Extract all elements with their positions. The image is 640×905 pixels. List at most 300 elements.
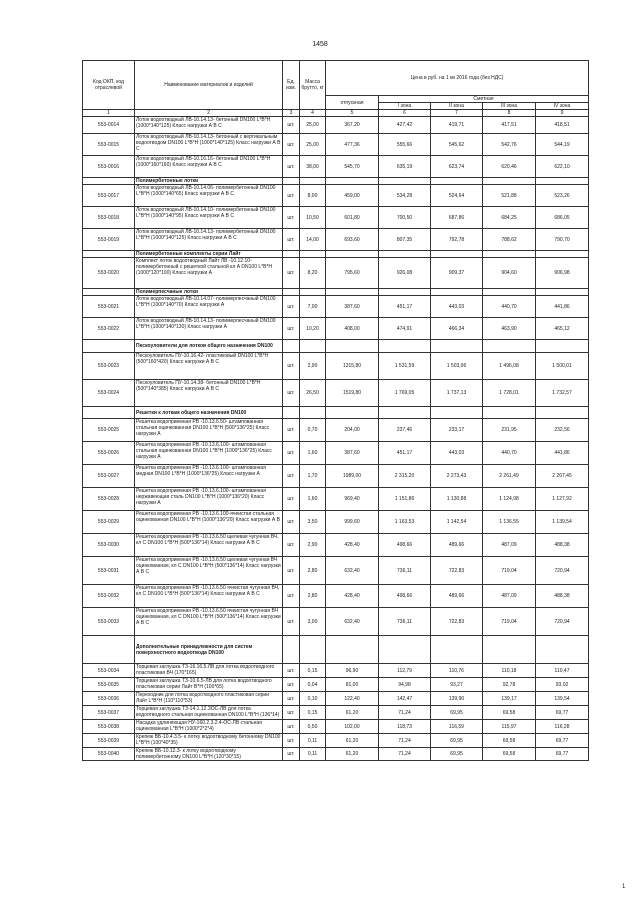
item-unit: шт. (283, 706, 300, 720)
item-price-zone-2: 69,95 (431, 706, 483, 720)
item-code: 553-0025 (83, 419, 135, 442)
header-unit: Ед. изм. (283, 61, 300, 110)
item-release-price: 795,60 (326, 258, 379, 289)
item-release-price: 693,60 (326, 229, 379, 251)
col-index: 6 (379, 110, 431, 117)
section-empty-cell (283, 407, 300, 419)
item-price-zone-2: 443,03 (431, 296, 483, 318)
item-mass: 3,50 (300, 511, 326, 534)
item-mass: 0,10 (300, 692, 326, 706)
section-empty-cell (483, 636, 536, 664)
col-index: 1 (83, 110, 135, 117)
item-price-zone-4: 720,94 (536, 608, 589, 636)
item-mass: 25,00 (300, 117, 326, 134)
item-price-zone-3: 2 261,49 (483, 465, 536, 488)
item-release-price: 102,00 (326, 720, 379, 734)
item-price-zone-1: 118,73 (379, 720, 431, 734)
item-mass: 26,50 (300, 380, 326, 407)
item-unit: шт. (283, 664, 300, 678)
section-code-cell (83, 636, 135, 664)
item-code: 553-0027 (83, 465, 135, 488)
item-name: Решетка водоприемная РВ -10.13.6.50 щелевая чугунная ВЧ, кл С DN100 L*B*H (500*136*14) Класс нагрузки А В С (135, 534, 283, 557)
item-mass: 0,70 (300, 419, 326, 442)
item-price-zone-1: 71,24 (379, 706, 431, 720)
item-price-zone-1: 2 315,20 (379, 465, 431, 488)
item-release-price: 632,40 (326, 608, 379, 636)
item-price-zone-2: 139,90 (431, 692, 483, 706)
item-price-zone-4: 686,05 (536, 207, 589, 229)
item-price-zone-4: 488,38 (536, 534, 589, 557)
item-unit: шт. (283, 720, 300, 734)
item-release-price: 387,60 (326, 296, 379, 318)
item-mass: 1,60 (300, 488, 326, 511)
item-mass: 2,80 (300, 557, 326, 585)
table-row (83, 511, 589, 534)
item-price-zone-3: 440,70 (483, 296, 536, 318)
item-price-zone-2: 69,95 (431, 734, 483, 748)
price-table (82, 60, 589, 761)
item-price-zone-1: 1 769,05 (379, 380, 431, 407)
item-price-zone-2: 443,03 (431, 442, 483, 465)
section-empty-cell (431, 340, 483, 353)
item-price-zone-2: 722,83 (431, 557, 483, 585)
item-price-zone-4: 523,26 (536, 185, 589, 207)
item-price-zone-3: 463,90 (483, 318, 536, 340)
header-price-group: Цена в руб. на 1 кв 2016 года (без НДС) (326, 61, 589, 96)
item-code: 553-0040 (83, 748, 135, 761)
section-title: Полимерпесчаные лотки (135, 289, 283, 296)
table-row (83, 465, 589, 488)
item-price-zone-4: 139,54 (536, 692, 589, 706)
col-index: 4 (300, 110, 326, 117)
item-price-zone-3: 521,88 (483, 185, 536, 207)
item-mass: 8,00 (300, 185, 326, 207)
section-empty-cell (536, 407, 589, 419)
col-index: 5 (326, 110, 379, 117)
item-price-zone-2: 1 142,54 (431, 511, 483, 534)
item-name: Комплект лоток водоотводный Лайт ЛВ -10.12.10- полимербетонный с решеткой стальной кл А DN100 L*B*H (1000*120*100) Класс нагрузки А (135, 258, 283, 289)
item-mass: 38,00 (300, 156, 326, 178)
item-unit: шт. (283, 488, 300, 511)
section-empty-cell (283, 636, 300, 664)
item-name: Решетка водоприемная РВ -10.13.6.100-ячеистая стальная оцинкованная DN100 L*B*H (1000*136*20) Класс нагрузки А В (135, 511, 283, 534)
item-price-zone-4: 441,86 (536, 296, 589, 318)
item-price-zone-4: 69,77 (536, 706, 589, 720)
header-zone-1: I зона (379, 103, 431, 110)
section-title: Решетки к лоткам общего назначения DN100 (135, 407, 283, 419)
item-price-zone-3: 115,97 (483, 720, 536, 734)
section-empty-cell (326, 178, 379, 185)
section-row (83, 407, 589, 419)
item-code: 553-0018 (83, 207, 135, 229)
col-index: 2 (135, 110, 283, 117)
table-row (83, 380, 589, 407)
item-price-zone-1: 94,98 (379, 678, 431, 692)
item-price-zone-4: 441,86 (536, 442, 589, 465)
item-release-price: 408,00 (326, 318, 379, 340)
item-price-zone-4: 465,12 (536, 318, 589, 340)
item-mass: 0,15 (300, 664, 326, 678)
item-unit: шт. (283, 692, 300, 706)
item-price-zone-2: 524,64 (431, 185, 483, 207)
section-empty-cell (483, 178, 536, 185)
item-price-zone-3: 110,18 (483, 664, 536, 678)
item-release-price: 61,20 (326, 706, 379, 720)
table-row (83, 258, 589, 289)
item-price-zone-3: 684,25 (483, 207, 536, 229)
table-row (83, 207, 589, 229)
item-price-zone-4: 418,51 (536, 117, 589, 134)
section-code-cell (83, 289, 135, 296)
section-empty-cell (283, 178, 300, 185)
item-price-zone-2: 69,95 (431, 748, 483, 761)
item-code: 553-0021 (83, 296, 135, 318)
section-empty-cell (379, 636, 431, 664)
item-price-zone-3: 620,46 (483, 156, 536, 178)
section-empty-cell (536, 178, 589, 185)
item-price-zone-3: 1 136,55 (483, 511, 536, 534)
item-name: Пескоуловитель ПУ-10.16.42- пластиковый DN100 L*B*H (500*160*420) Класс нагрузки А В С (135, 353, 283, 380)
item-mass: 0,11 (300, 748, 326, 761)
item-name: Торцевая заглушка ТЗ-16.16.5.ЛВ для лотка водоотводного пластиковая ВЧ (170*165) (135, 664, 283, 678)
header-mass: Масса брутто, кг (300, 61, 326, 110)
section-empty-cell (326, 251, 379, 258)
item-price-zone-1: 1 531,59 (379, 353, 431, 380)
item-unit: шт. (283, 207, 300, 229)
item-name: Торцевая заглушка ТЗ-10.6.5-ЛВ для лотка водоотводного пластиковая серии Лайт В*Н (100*65) (135, 678, 283, 692)
item-price-zone-3: 719,04 (483, 608, 536, 636)
item-price-zone-1: 635,19 (379, 156, 431, 178)
item-release-price: 61,20 (326, 748, 379, 761)
item-code: 553-0036 (83, 692, 135, 706)
item-release-price: 969,40 (326, 488, 379, 511)
item-price-zone-4: 2 267,45 (536, 465, 589, 488)
item-name: Крепеж ВБ-10.4.3.5- к лотку водоотводному бетонному DN100 L*B*H (100*40*35) (135, 734, 283, 748)
item-price-zone-1: 1 151,86 (379, 488, 431, 511)
table-row (83, 419, 589, 442)
item-unit: шт. (283, 419, 300, 442)
item-name: Переходник для лотка водоотводного пластиковая серии Лайт L*B*H (110*110*53) (135, 692, 283, 706)
section-empty-cell (431, 407, 483, 419)
item-price-zone-1: 71,24 (379, 734, 431, 748)
item-price-zone-3: 1 728,01 (483, 380, 536, 407)
price-table-sheet (82, 60, 588, 761)
item-price-zone-3: 440,70 (483, 442, 536, 465)
item-code: 553-0028 (83, 488, 135, 511)
item-price-zone-4: 232,56 (536, 419, 589, 442)
item-name: Лоток водоотводный ЛВ-10.14.13- полимербетонный DN100 L*B*H (1000*140*125) Класс нагрузки А В С (135, 229, 283, 251)
item-mass: 14,00 (300, 229, 326, 251)
item-release-price: 999,60 (326, 511, 379, 534)
item-mass: 7,00 (300, 296, 326, 318)
section-empty-cell (300, 407, 326, 419)
item-release-price: 428,40 (326, 534, 379, 557)
section-empty-cell (379, 251, 431, 258)
item-mass: 3,00 (300, 608, 326, 636)
item-mass: 0,50 (300, 720, 326, 734)
item-price-zone-3: 542,76 (483, 134, 536, 156)
item-price-zone-4: 116,28 (536, 720, 589, 734)
item-price-zone-1: 451,17 (379, 296, 431, 318)
item-price-zone-4: 1 500,01 (536, 353, 589, 380)
item-name: Решетка водоприемная РВ -10.13.6.100- штампованная стальная оцинкованная DN100 L*B*H (1000*136*25) Класс нагрузки А (135, 442, 283, 465)
section-row (83, 289, 589, 296)
section-empty-cell (326, 340, 379, 353)
item-price-zone-1: 498,66 (379, 534, 431, 557)
item-price-zone-2: 722,83 (431, 608, 483, 636)
item-price-zone-3: 1 124,98 (483, 488, 536, 511)
item-price-zone-1: 112,79 (379, 664, 431, 678)
item-price-zone-1: 555,66 (379, 134, 431, 156)
section-title: Полимербетонные комплекты серии Лайт (135, 251, 283, 258)
item-mass: 0,15 (300, 706, 326, 720)
header-release-price: отпускная (326, 96, 379, 110)
section-empty-cell (326, 636, 379, 664)
item-price-zone-3: 69,58 (483, 734, 536, 748)
item-name: Насадка удлиняющая НУ-160.2.3.2.4-ОС-ЛВ стальная оцинкованная L*B*H (1000*2*2*4) (135, 720, 283, 734)
item-code: 553-0020 (83, 258, 135, 289)
section-empty-cell (300, 178, 326, 185)
header-code: Код ОКП, код отраслевой (83, 61, 135, 110)
item-price-zone-4: 93,02 (536, 678, 589, 692)
item-code: 553-0024 (83, 380, 135, 407)
item-price-zone-2: 466,34 (431, 318, 483, 340)
item-name: Торцевая заглушка ТЗ-14.1.12.ЗОС-ЛВ для лотка водоотводного стальная оцинкованная DN100 L*B*H (136*14) (135, 706, 283, 720)
item-code: 553-0039 (83, 734, 135, 748)
item-price-zone-2: 489,66 (431, 585, 483, 608)
item-name: Решетка водоприемная РВ -10.13.6.50- штампованная стальная оцинкованная DN100 L*B*H (500*136*25) Класс нагрузки А (135, 419, 283, 442)
item-unit: шт. (283, 534, 300, 557)
section-empty-cell (483, 289, 536, 296)
item-mass: 2,80 (300, 585, 326, 608)
item-name: Решетка водоприемная РВ -10.13.6.100- штампованная нержавеющая сталь DN100 L*B*H (1000*136*20) Класс нагрузки А (135, 488, 283, 511)
section-empty-cell (283, 340, 300, 353)
item-code: 553-0032 (83, 585, 135, 608)
item-unit: шт. (283, 511, 300, 534)
item-price-zone-4: 69,77 (536, 734, 589, 748)
item-release-price: 204,00 (326, 419, 379, 442)
section-empty-cell (536, 636, 589, 664)
item-release-price: 601,80 (326, 207, 379, 229)
table-row (83, 117, 589, 134)
section-empty-cell (379, 178, 431, 185)
item-release-price: 96,90 (326, 664, 379, 678)
section-empty-cell (483, 340, 536, 353)
header-name: Наименование материалов и изделий (135, 61, 283, 110)
item-price-zone-2: 1 130,88 (431, 488, 483, 511)
table-row (83, 664, 589, 678)
section-code-cell (83, 178, 135, 185)
item-price-zone-1: 736,11 (379, 608, 431, 636)
item-name: Лоток водоотводный ЛВ-10.14.13- бетонный DN100 L*B*H (1000*140*125) Класс нагрузки А В С (135, 117, 283, 134)
item-price-zone-2: 545,62 (431, 134, 483, 156)
item-price-zone-2: 116,59 (431, 720, 483, 734)
item-price-zone-1: 926,08 (379, 258, 431, 289)
item-code: 553-0026 (83, 442, 135, 465)
section-empty-cell (379, 340, 431, 353)
item-price-zone-4: 69,77 (536, 748, 589, 761)
item-price-zone-1: 534,28 (379, 185, 431, 207)
item-release-price: 81,00 (326, 678, 379, 692)
item-price-zone-4: 110,47 (536, 664, 589, 678)
item-mass: 2,90 (300, 534, 326, 557)
section-empty-cell (326, 289, 379, 296)
item-price-zone-3: 487,09 (483, 585, 536, 608)
item-release-price: 1519,80 (326, 380, 379, 407)
item-price-zone-3: 487,09 (483, 534, 536, 557)
section-empty-cell (283, 289, 300, 296)
item-code: 553-0017 (83, 185, 135, 207)
item-unit: шт. (283, 608, 300, 636)
table-body (83, 117, 589, 761)
item-price-zone-2: 489,66 (431, 534, 483, 557)
section-code-cell (83, 251, 135, 258)
item-price-zone-2: 1 737,13 (431, 380, 483, 407)
item-unit: шт. (283, 185, 300, 207)
col-index: 7 (431, 110, 483, 117)
section-code-cell (83, 340, 135, 353)
item-code: 553-0015 (83, 134, 135, 156)
section-empty-cell (379, 289, 431, 296)
item-unit: шт. (283, 380, 300, 407)
item-name: Решетка водоприемная РВ -10.13.6.50 ячеистая чугунная ВЧ, кл С DN100 L*B*H (500*136*14) Класс нагрузки А В С (135, 585, 283, 608)
item-release-price: 477,36 (326, 134, 379, 156)
item-mass: 10,20 (300, 318, 326, 340)
item-price-zone-4: 790,70 (536, 229, 589, 251)
item-price-zone-4: 1 139,54 (536, 511, 589, 534)
table-row (83, 156, 589, 178)
table-row (83, 706, 589, 720)
table-row (83, 720, 589, 734)
item-price-zone-1: 807,35 (379, 229, 431, 251)
item-release-price: 545,70 (326, 156, 379, 178)
item-unit: шт. (283, 557, 300, 585)
item-price-zone-2: 792,78 (431, 229, 483, 251)
table-row (83, 488, 589, 511)
item-release-price: 387,60 (326, 442, 379, 465)
item-price-zone-3: 231,95 (483, 419, 536, 442)
table-row (83, 678, 589, 692)
item-price-zone-2: 233,17 (431, 419, 483, 442)
item-price-zone-4: 906,98 (536, 258, 589, 289)
section-row (83, 340, 589, 353)
item-price-zone-3: 1 496,08 (483, 353, 536, 380)
item-unit: шт. (283, 585, 300, 608)
table-row (83, 734, 589, 748)
item-unit: шт. (283, 229, 300, 251)
table-row (83, 185, 589, 207)
section-empty-cell (283, 251, 300, 258)
item-price-zone-4: 488,38 (536, 585, 589, 608)
item-unit: шт. (283, 156, 300, 178)
item-price-zone-3: 904,60 (483, 258, 536, 289)
table-row (83, 229, 589, 251)
item-price-zone-3: 417,51 (483, 117, 536, 134)
section-empty-cell (431, 289, 483, 296)
table-row (83, 585, 589, 608)
item-price-zone-3: 69,58 (483, 748, 536, 761)
item-release-price: 1989,00 (326, 465, 379, 488)
section-empty-cell (483, 407, 536, 419)
section-empty-cell (379, 407, 431, 419)
item-price-zone-4: 1 732,57 (536, 380, 589, 407)
section-title: Полимербетонные лотки (135, 178, 283, 185)
item-unit: шт. (283, 465, 300, 488)
item-code: 553-0037 (83, 706, 135, 720)
section-title: Дополнительные принадлежности для систем поверхностного водоотвода DN100 (135, 636, 283, 664)
item-release-price: 122,40 (326, 692, 379, 706)
section-empty-cell (300, 251, 326, 258)
item-price-zone-2: 2 273,43 (431, 465, 483, 488)
item-unit: шт. (283, 353, 300, 380)
item-price-zone-2: 1 503,96 (431, 353, 483, 380)
item-name: Лоток водоотводный ЛВ-10.16.16- бетонный DN100 L*B*H (1000*160*160) Класс нагрузки А В С (135, 156, 283, 178)
item-name: Решетка водоприемная РВ -10.13.6.100- штампованная медная DN100 L*B*H (1000*136*25) Класс нагрузки А (135, 465, 283, 488)
item-unit: шт. (283, 748, 300, 761)
col-index: 8 (483, 110, 536, 117)
item-code: 553-0022 (83, 318, 135, 340)
item-unit: шт. (283, 734, 300, 748)
item-code: 553-0033 (83, 608, 135, 636)
table-row (83, 442, 589, 465)
section-row (83, 178, 589, 185)
item-price-zone-1: 427,42 (379, 117, 431, 134)
table-row (83, 318, 589, 340)
item-name: Решетка водоприемная РВ -10.13.6.50 щелевая чугунная ВЧ оцинкованная, кл С DN100 L*B*H (500*136*14) Класс нагрузки А В С (135, 557, 283, 585)
section-row (83, 251, 589, 258)
section-empty-cell (300, 340, 326, 353)
item-unit: шт. (283, 678, 300, 692)
header-zone-4: IV зона (536, 103, 589, 110)
item-price-zone-1: 700,50 (379, 207, 431, 229)
item-code: 553-0031 (83, 557, 135, 585)
item-price-zone-1: 451,17 (379, 442, 431, 465)
header-estimate-group: Сметная (379, 96, 589, 103)
item-price-zone-1: 474,91 (379, 318, 431, 340)
item-mass: 2,90 (300, 353, 326, 380)
item-price-zone-4: 544,19 (536, 134, 589, 156)
table-row (83, 353, 589, 380)
item-price-zone-2: 93,27 (431, 678, 483, 692)
item-name: Крепеж ВБ-10.12.3- к лотку водоотводному полимербетонному DN100 L*B*H (120*30*15) (135, 748, 283, 761)
item-name: Лоток водоотводный ЛВ-10.14.07- полимерпесчаный DN100 L*B*H (1000*140*70) Класс нагрузки А (135, 296, 283, 318)
item-name: Лоток водоотводный ЛВ-10.14.06- полимербетонный DN100 L*B*H (1000*140*65) Класс нагрузки А В С (135, 185, 283, 207)
item-code: 553-0019 (83, 229, 135, 251)
footer-mark: 1 (622, 884, 626, 890)
item-price-zone-1: 498,66 (379, 585, 431, 608)
item-price-zone-2: 909,37 (431, 258, 483, 289)
item-name: Лоток водоотводный ЛВ-10.14.13- полимерпесчаный DN100 L*B*H (1000*140*130) Класс нагрузки А (135, 318, 283, 340)
item-release-price: 1315,80 (326, 353, 379, 380)
item-mass: 0,04 (300, 678, 326, 692)
section-empty-cell (431, 178, 483, 185)
item-release-price: 428,40 (326, 585, 379, 608)
item-price-zone-3: 719,04 (483, 557, 536, 585)
item-unit: шт. (283, 442, 300, 465)
item-unit: шт. (283, 296, 300, 318)
section-empty-cell (431, 636, 483, 664)
item-price-zone-4: 1 127,92 (536, 488, 589, 511)
section-empty-cell (431, 251, 483, 258)
section-empty-cell (536, 289, 589, 296)
table-row (83, 296, 589, 318)
item-mass: 8,20 (300, 258, 326, 289)
item-release-price: 61,20 (326, 734, 379, 748)
item-unit: шт. (283, 117, 300, 134)
item-release-price: 632,40 (326, 557, 379, 585)
section-empty-cell (300, 289, 326, 296)
item-release-price: 459,00 (326, 185, 379, 207)
